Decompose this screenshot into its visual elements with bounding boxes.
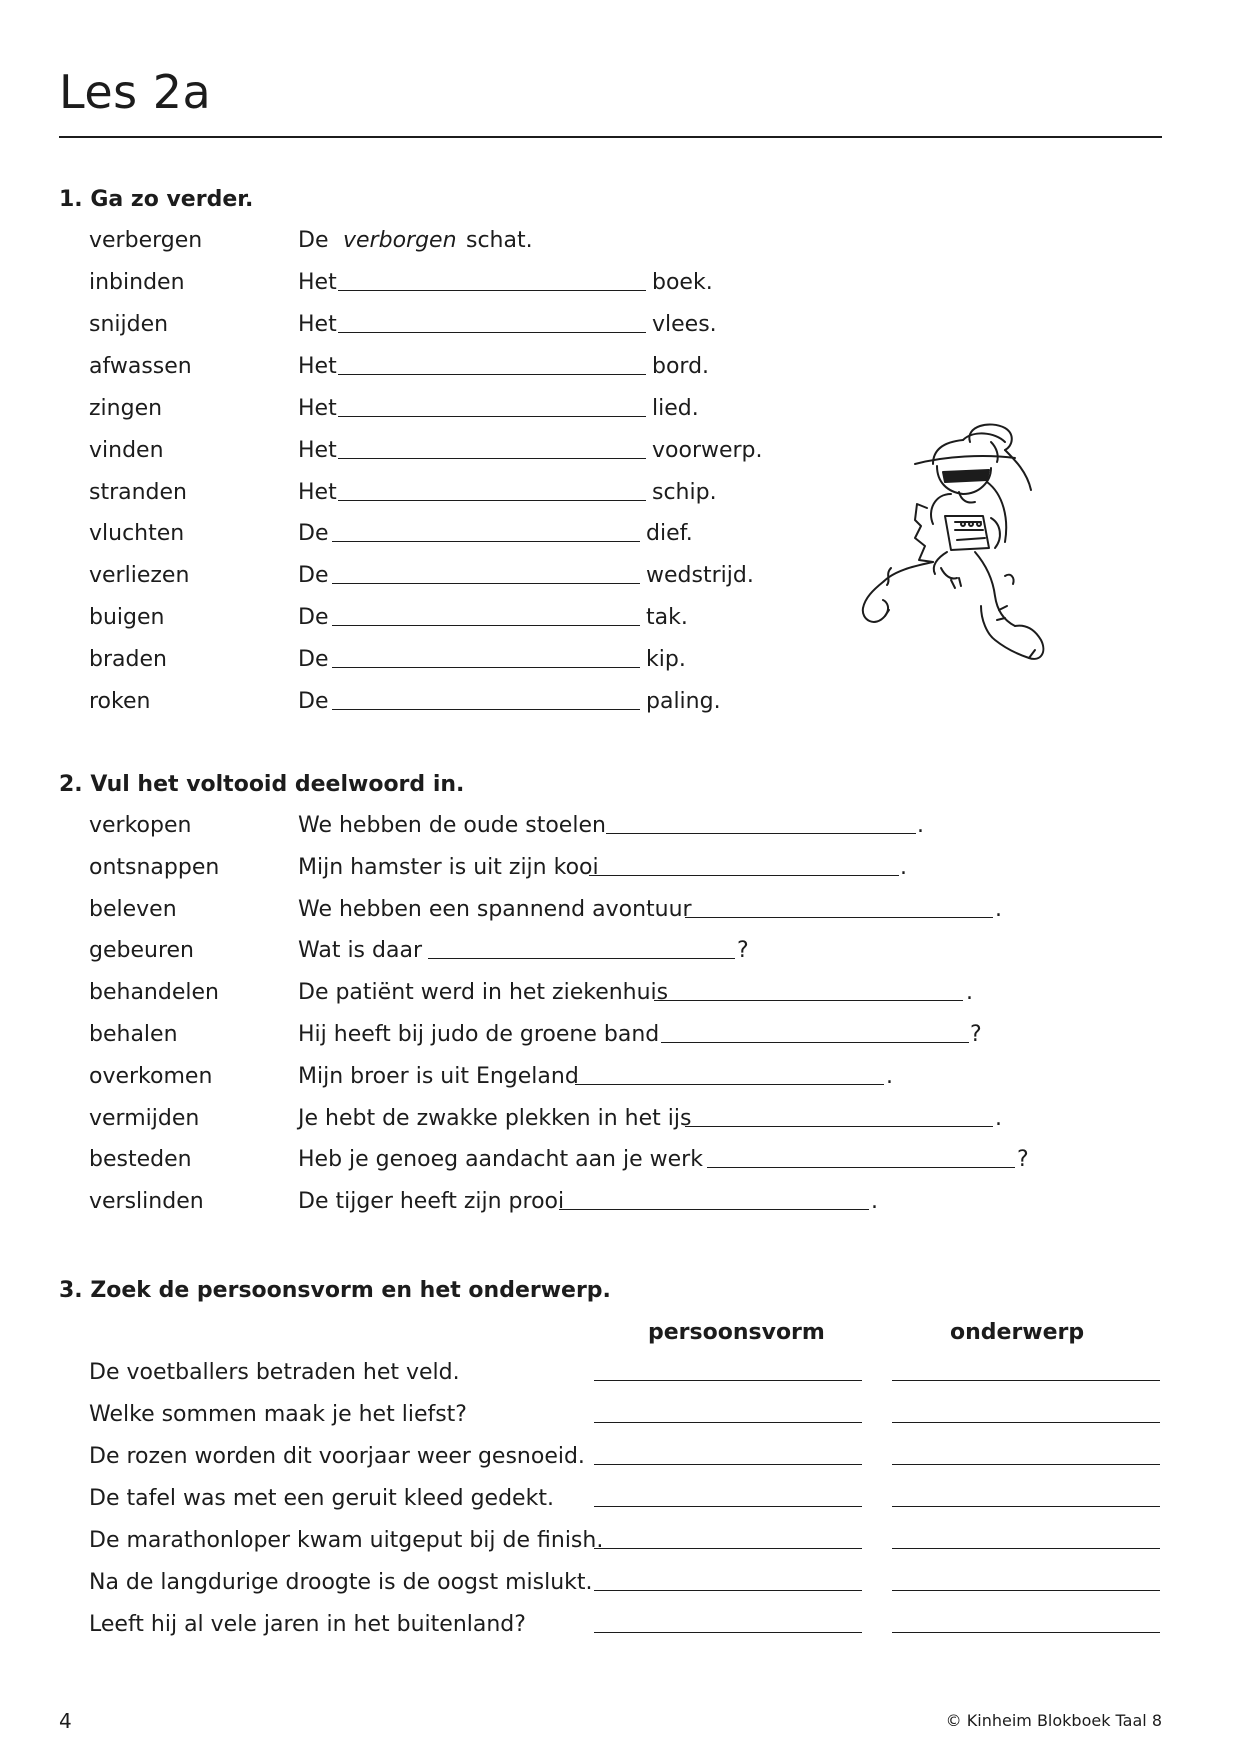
persoonsvorm-answer-blank[interactable] xyxy=(594,1422,862,1423)
exercise-1-article: Het xyxy=(298,270,337,295)
page-number: 4 xyxy=(59,1709,72,1733)
exercise-3-sentence: De rozen worden dit voorjaar weer gesnoeid. xyxy=(89,1444,585,1469)
exercise-2-end-punctuation: . xyxy=(886,1064,893,1089)
exercise-2-sentence: We hebben een spannend avontuur xyxy=(298,897,692,922)
exercise-1-answer-blank[interactable] xyxy=(338,374,646,375)
exercise-1-answer-blank[interactable] xyxy=(338,458,646,459)
exercise-2-answer-blank[interactable] xyxy=(606,833,916,834)
exercise-1-noun: kip. xyxy=(646,647,686,672)
exercise-1-answer-blank[interactable] xyxy=(332,541,640,542)
exercise-1-noun: wedstrijd. xyxy=(646,563,754,588)
exercise-2-end-punctuation: ? xyxy=(737,938,749,963)
exercise-2-verb: verslinden xyxy=(89,1189,204,1214)
exercise-2-answer-blank[interactable] xyxy=(589,875,899,876)
exercise-1-noun: vlees. xyxy=(652,312,717,337)
exercise-1-verb: stranden xyxy=(89,480,188,505)
exercise-1-verb: verliezen xyxy=(89,563,190,588)
onderwerp-answer-blank[interactable] xyxy=(892,1506,1160,1507)
exercise-3-sentence: De marathonloper kwam uitgeput bij de finish. xyxy=(89,1528,604,1553)
example-verb: verbergen xyxy=(89,228,203,253)
exercise-2-verb: beleven xyxy=(89,897,177,922)
exercise-3-sentence: Na de langdurige droogte is de oogst mislukt. xyxy=(89,1570,593,1595)
exercise-1-article: Het xyxy=(298,312,337,337)
exercise-1-article: Het xyxy=(298,396,337,421)
exercise-3-heading: 3. Zoek de persoonsvorm en het onderwerp. xyxy=(59,1278,611,1303)
exercise-1-verb: inbinden xyxy=(89,270,185,295)
exercise-3-sentence: Leeft hij al vele jaren in het buitenland? xyxy=(89,1612,526,1637)
exercise-2-sentence: Mijn broer is uit Engeland xyxy=(298,1064,579,1089)
exercise-1-article: De xyxy=(298,563,329,588)
exercise-2-sentence: Hij heeft bij judo de groene band xyxy=(298,1022,660,1047)
exercise-1-noun: boek. xyxy=(652,270,713,295)
exercise-2-sentence: Heb je genoeg aandacht aan je werk xyxy=(298,1147,703,1172)
exercise-1-noun: lied. xyxy=(652,396,699,421)
thief-illustration xyxy=(855,420,1105,665)
exercise-2-verb: overkomen xyxy=(89,1064,213,1089)
exercise-1-answer-blank[interactable] xyxy=(332,583,640,584)
exercise-2-end-punctuation: . xyxy=(917,813,924,838)
persoonsvorm-answer-blank[interactable] xyxy=(594,1464,862,1465)
exercise-2-verb: behalen xyxy=(89,1022,178,1047)
exercise-1-verb: buigen xyxy=(89,605,165,630)
title-divider xyxy=(59,136,1162,138)
exercise-1-answer-blank[interactable] xyxy=(332,625,640,626)
exercise-1-verb: zingen xyxy=(89,396,163,421)
exercise-3-sentence: De tafel was met een geruit kleed gedekt. xyxy=(89,1486,554,1511)
exercise-1-verb: afwassen xyxy=(89,354,192,379)
exercise-3-sentence: Welke sommen maak je het liefst? xyxy=(89,1402,467,1427)
exercise-2-answer-blank[interactable] xyxy=(428,958,735,959)
exercise-3-sentence: De voetballers betraden het veld. xyxy=(89,1360,460,1385)
exercise-2-sentence: We hebben de oude stoelen xyxy=(298,813,606,838)
exercise-2-sentence: Wat is daar xyxy=(298,938,422,963)
persoonsvorm-answer-blank[interactable] xyxy=(594,1548,862,1549)
exercise-1-noun: bord. xyxy=(652,354,710,379)
persoonsvorm-answer-blank[interactable] xyxy=(594,1632,862,1633)
exercise-1-article: De xyxy=(298,647,329,672)
exercise-1-article: Het xyxy=(298,354,337,379)
exercise-1-answer-blank[interactable] xyxy=(338,332,646,333)
exercise-1-verb: snijden xyxy=(89,312,169,337)
exercise-1-verb: braden xyxy=(89,647,167,672)
exercise-2-end-punctuation: . xyxy=(900,855,907,880)
exercise-2-verb: verkopen xyxy=(89,813,192,838)
column-header-onderwerp: onderwerp xyxy=(950,1320,1085,1345)
exercise-2-verb: gebeuren xyxy=(89,938,194,963)
exercise-1-heading: 1. Ga zo verder. xyxy=(59,187,254,212)
exercise-1-verb: vluchten xyxy=(89,521,185,546)
page-title: Les 2a xyxy=(59,65,212,119)
copyright-notice: © Kinheim Blokboek Taal 8 xyxy=(945,1711,1162,1730)
exercise-1-answer-blank[interactable] xyxy=(332,709,640,710)
exercise-2-sentence: Je hebt de zwakke plekken in het ijs xyxy=(298,1106,692,1131)
exercise-2-end-punctuation: . xyxy=(871,1189,878,1214)
exercise-2-answer-blank[interactable] xyxy=(707,1167,1015,1168)
exercise-2-sentence: De tijger heeft zijn prooi xyxy=(298,1189,565,1214)
exercise-2-answer-blank[interactable] xyxy=(654,1000,963,1001)
exercise-1-article: Het xyxy=(298,480,337,505)
exercise-1-answer-blank[interactable] xyxy=(338,290,646,291)
exercise-2-verb: vermijden xyxy=(89,1106,200,1131)
onderwerp-answer-blank[interactable] xyxy=(892,1590,1160,1591)
exercise-1-noun: schip. xyxy=(652,480,717,505)
exercise-2-end-punctuation: ? xyxy=(1017,1147,1029,1172)
example-article: De xyxy=(298,228,329,253)
exercise-1-article: De xyxy=(298,689,329,714)
exercise-2-verb: besteden xyxy=(89,1147,192,1172)
column-header-persoonsvorm: persoonsvorm xyxy=(648,1320,825,1345)
exercise-2-end-punctuation: . xyxy=(995,897,1002,922)
persoonsvorm-answer-blank[interactable] xyxy=(594,1380,862,1381)
exercise-2-sentence: Mijn hamster is uit zijn kooi xyxy=(298,855,599,880)
onderwerp-answer-blank[interactable] xyxy=(892,1548,1160,1549)
onderwerp-answer-blank[interactable] xyxy=(892,1464,1160,1465)
example-answer: verborgen xyxy=(343,228,457,253)
exercise-1-answer-blank[interactable] xyxy=(338,500,646,501)
exercise-2-answer-blank[interactable] xyxy=(685,917,993,918)
exercise-2-end-punctuation: . xyxy=(995,1106,1002,1131)
exercise-1-answer-blank[interactable] xyxy=(338,416,646,417)
persoonsvorm-answer-blank[interactable] xyxy=(594,1506,862,1507)
exercise-1-noun: dief. xyxy=(646,521,693,546)
exercise-2-heading: 2. Vul het voltooid deelwoord in. xyxy=(59,772,465,797)
exercise-2-verb: behandelen xyxy=(89,980,219,1005)
exercise-1-noun: paling. xyxy=(646,689,721,714)
example-noun: schat. xyxy=(466,228,533,253)
exercise-2-sentence: De patiënt werd in het ziekenhuis xyxy=(298,980,669,1005)
persoonsvorm-answer-blank[interactable] xyxy=(594,1590,862,1591)
exercise-1-article: De xyxy=(298,605,329,630)
exercise-2-answer-blank[interactable] xyxy=(559,1209,869,1210)
onderwerp-answer-blank[interactable] xyxy=(892,1632,1160,1633)
exercise-2-end-punctuation: . xyxy=(966,980,973,1005)
exercise-2-answer-blank[interactable] xyxy=(661,1042,969,1043)
exercise-1-noun: tak. xyxy=(646,605,688,630)
onderwerp-answer-blank[interactable] xyxy=(892,1422,1160,1423)
onderwerp-answer-blank[interactable] xyxy=(892,1380,1160,1381)
exercise-1-answer-blank[interactable] xyxy=(332,667,640,668)
exercise-1-verb: vinden xyxy=(89,438,164,463)
exercise-2-verb: ontsnappen xyxy=(89,855,220,880)
exercise-1-article: Het xyxy=(298,438,337,463)
exercise-2-answer-blank[interactable] xyxy=(575,1084,884,1085)
exercise-1-article: De xyxy=(298,521,329,546)
exercise-2-end-punctuation: ? xyxy=(970,1022,982,1047)
exercise-2-answer-blank[interactable] xyxy=(685,1126,993,1127)
exercise-1-verb: roken xyxy=(89,689,151,714)
exercise-1-noun: voorwerp. xyxy=(652,438,763,463)
